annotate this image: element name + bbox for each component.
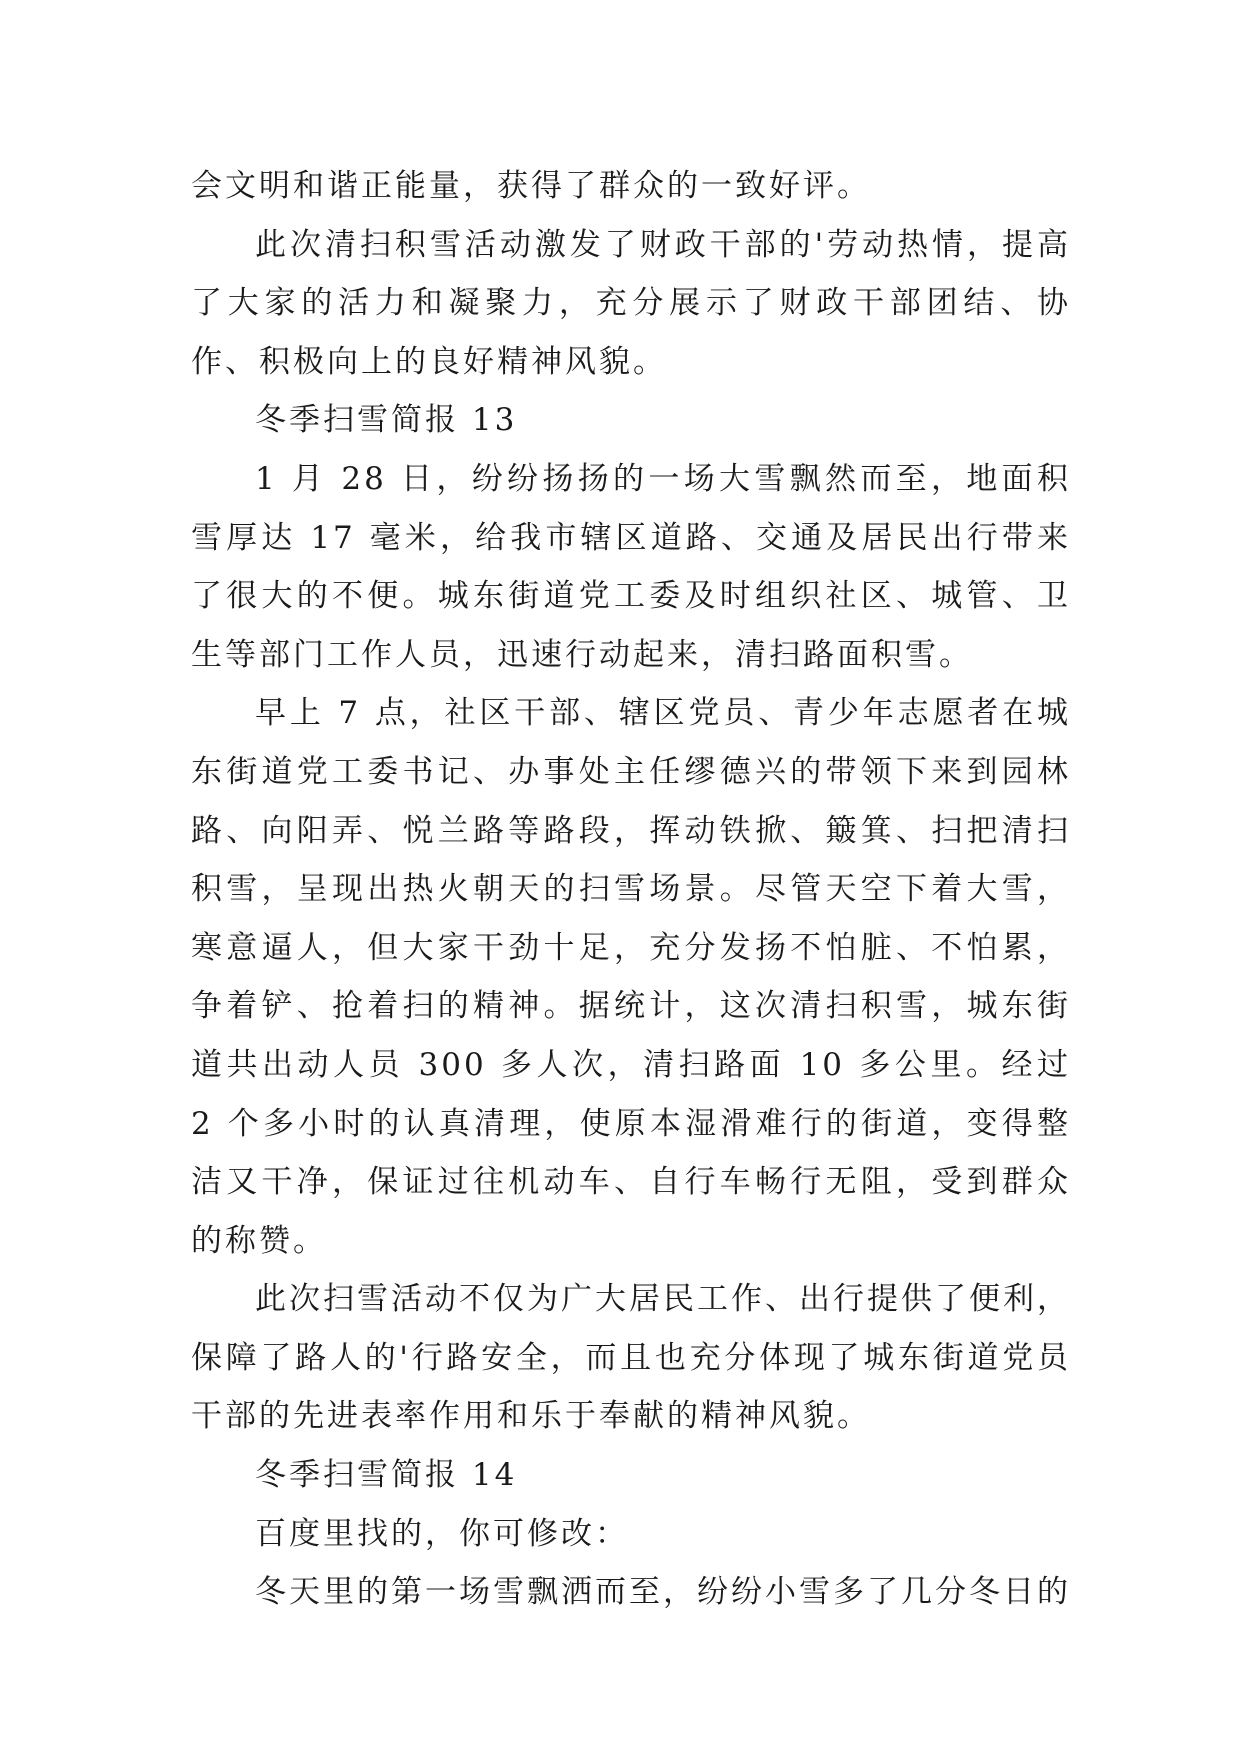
paragraph-continuation: 会文明和谐正能量，获得了群众的一致好评。 xyxy=(191,168,871,204)
section-heading-13: 冬季扫雪简报 13 xyxy=(255,402,518,439)
paragraph-opening: 冬天里的第一场雪飘洒而至，纷纷小雪多了几分冬日的 xyxy=(255,1574,1071,1611)
paragraph-snowfall: 1 月 28 日，纷纷扬扬的一场大雪飘然而至，地面积雪厚达 17 毫米，给我市辖区道路、交通及居民出行带来了很大的不便。城东街道党工委及时组织社区、城管、卫生等部门工作人员，迅速行动起来，清扫路面积雪。 xyxy=(191,460,1071,673)
document-body xyxy=(191,157,1071,1622)
paragraph-summary: 此次清扫积雪活动激发了财政干部的'劳动热情，提高了大家的活力和凝聚力，充分展示了财政干部团结、协作、积极向上的良好精神风貌。 xyxy=(191,226,1071,380)
paragraph-cleanup: 早上 7 点，社区干部、辖区党员、青少年志愿者在城东街道党工委书记、办事处主任缪德兴的带领下来到园林路、向阳弄、悦兰路等路段，挥动铁掀、簸箕、扫把清扫积雪，呈现出热火朝天的扫雪场景。尽管天空下着大雪，寒意逼人，但大家干劲十足，充分发扬不怕脏、不怕累，争着铲、抢着扫的精神。据统计，这次清扫积雪，城东街道共出动人员 300 多人次，清扫路面 10 多公里。经过 2 个多小时的认真清理，使原本湿滑难行的街道，变得整洁又干净，保证过往机动车、自行车畅行无阻，受到群众的称赞。 xyxy=(191,695,1071,1259)
paragraph-conclusion: 此次扫雪活动不仅为广大居民工作、出行提供了便利，保障了路人的'行路安全，而且也充分体现了城东街道党员干部的先进表率作用和乐于奉献的精神风貌。 xyxy=(191,1281,1071,1435)
section-heading-14: 冬季扫雪简报 14 xyxy=(255,1457,518,1494)
paragraph-note: 百度里找的，你可修改： xyxy=(255,1515,629,1552)
